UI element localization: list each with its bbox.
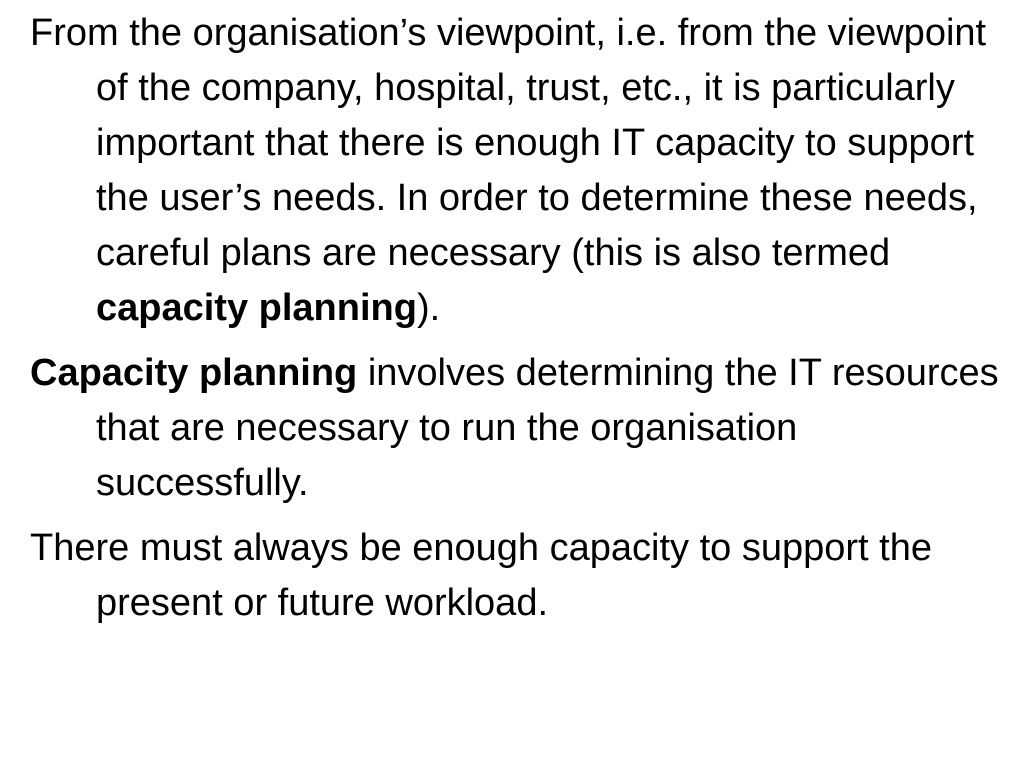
paragraph-capacity-planning-definition	[30, 346, 1016, 511]
paragraph-text: There must always be enough capacity to support the present or future workload.	[30, 527, 932, 624]
paragraph-enough-capacity	[30, 521, 1016, 631]
paragraph-text-end: ).	[416, 287, 441, 329]
term-capacity-planning: Capacity planning	[30, 352, 358, 394]
paragraph-organisation-viewpoint	[30, 6, 1016, 336]
paragraph-text: involves determining the IT resources that are necessary to run the organisation successfully.	[96, 352, 999, 504]
paragraph-text: From the organisation’s viewpoint, i.e. from the viewpoint of the company, hospital, trust, etc., it is particularly important that there is enough IT capacity to support the user’s needs. In order to determine these needs, careful plans are necessary (this is also termed	[30, 12, 987, 274]
term-capacity-planning: capacity planning	[96, 287, 417, 329]
